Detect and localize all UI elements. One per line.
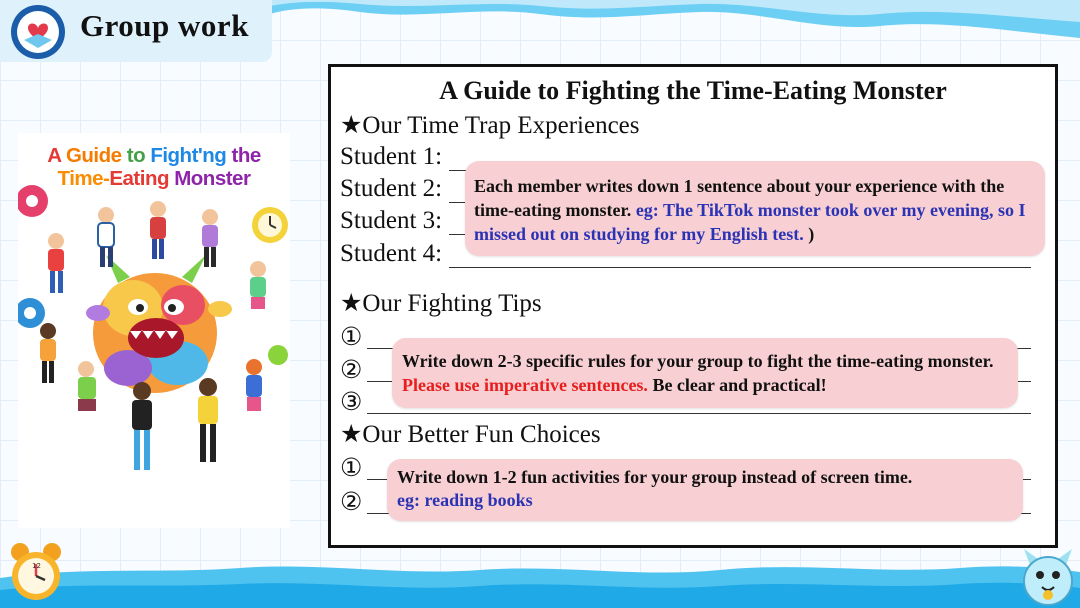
callout-tips-emphasis: Please use imperative sentences. bbox=[402, 375, 648, 395]
poster-title-line2: Time-Eating Monster bbox=[57, 167, 251, 190]
section-fun-choices-heading: ★Our Better Fun Choices bbox=[340, 421, 601, 448]
school-logo bbox=[2, 2, 72, 60]
alarm-clock-icon bbox=[6, 538, 66, 604]
poster-image bbox=[18, 133, 290, 528]
header-title-box bbox=[0, 0, 272, 62]
svg-text:12: 12 bbox=[32, 562, 41, 570]
poster-title-line1: A Guide to Fight'ng the bbox=[47, 144, 261, 167]
fun-2-label: ② bbox=[340, 489, 363, 516]
callout-tips-closing: Be clear and practical! bbox=[652, 375, 827, 395]
section-time-trap-heading: ★Our Time Trap Experiences bbox=[340, 112, 640, 139]
student-4-label: Student 4: bbox=[340, 240, 443, 267]
callout-experience bbox=[465, 161, 1045, 256]
monster-illustration bbox=[18, 133, 290, 528]
page-title: Group work bbox=[80, 8, 249, 43]
section-fighting-tips-heading: ★Our Fighting Tips bbox=[340, 290, 542, 317]
callout-fighting-tips bbox=[392, 338, 1018, 408]
callout-tips-instruction: Write down 2-3 specific rules for your group to fight the time-eating monster. bbox=[402, 351, 994, 371]
student-3-label: Student 3: bbox=[340, 207, 443, 234]
worksheet-title: A Guide to Fighting the Time-Eating Monster bbox=[439, 76, 947, 105]
tip-2-label: ② bbox=[340, 357, 363, 384]
student-1-label: Student 1: bbox=[340, 143, 443, 170]
student-4-answer-line[interactable] bbox=[449, 267, 1031, 268]
callout-fun-instruction: Write down 1-2 fun activities for your group instead of screen time. bbox=[397, 467, 913, 487]
callout-fun-choices bbox=[387, 459, 1023, 521]
fun-1-label: ① bbox=[340, 455, 363, 482]
tip-3-answer-line[interactable] bbox=[367, 413, 1031, 414]
student-2-label: Student 2: bbox=[340, 175, 443, 202]
tip-1-label: ① bbox=[340, 324, 363, 351]
callout-experience-example: eg: The TikTok monster took over my evening, so I missed out on studying for my English test. bbox=[474, 200, 1026, 244]
callout-fun-example: eg: reading books bbox=[397, 490, 533, 510]
tip-3-label: ③ bbox=[340, 389, 363, 416]
bottom-wave-decoration bbox=[0, 548, 1080, 608]
callout-experience-paren: ) bbox=[808, 224, 815, 244]
callout-experience-instruction: Each member writes down 1 sentence about your experience with the time-eating monster. bbox=[474, 176, 1005, 220]
mascot-icon bbox=[1018, 545, 1078, 607]
